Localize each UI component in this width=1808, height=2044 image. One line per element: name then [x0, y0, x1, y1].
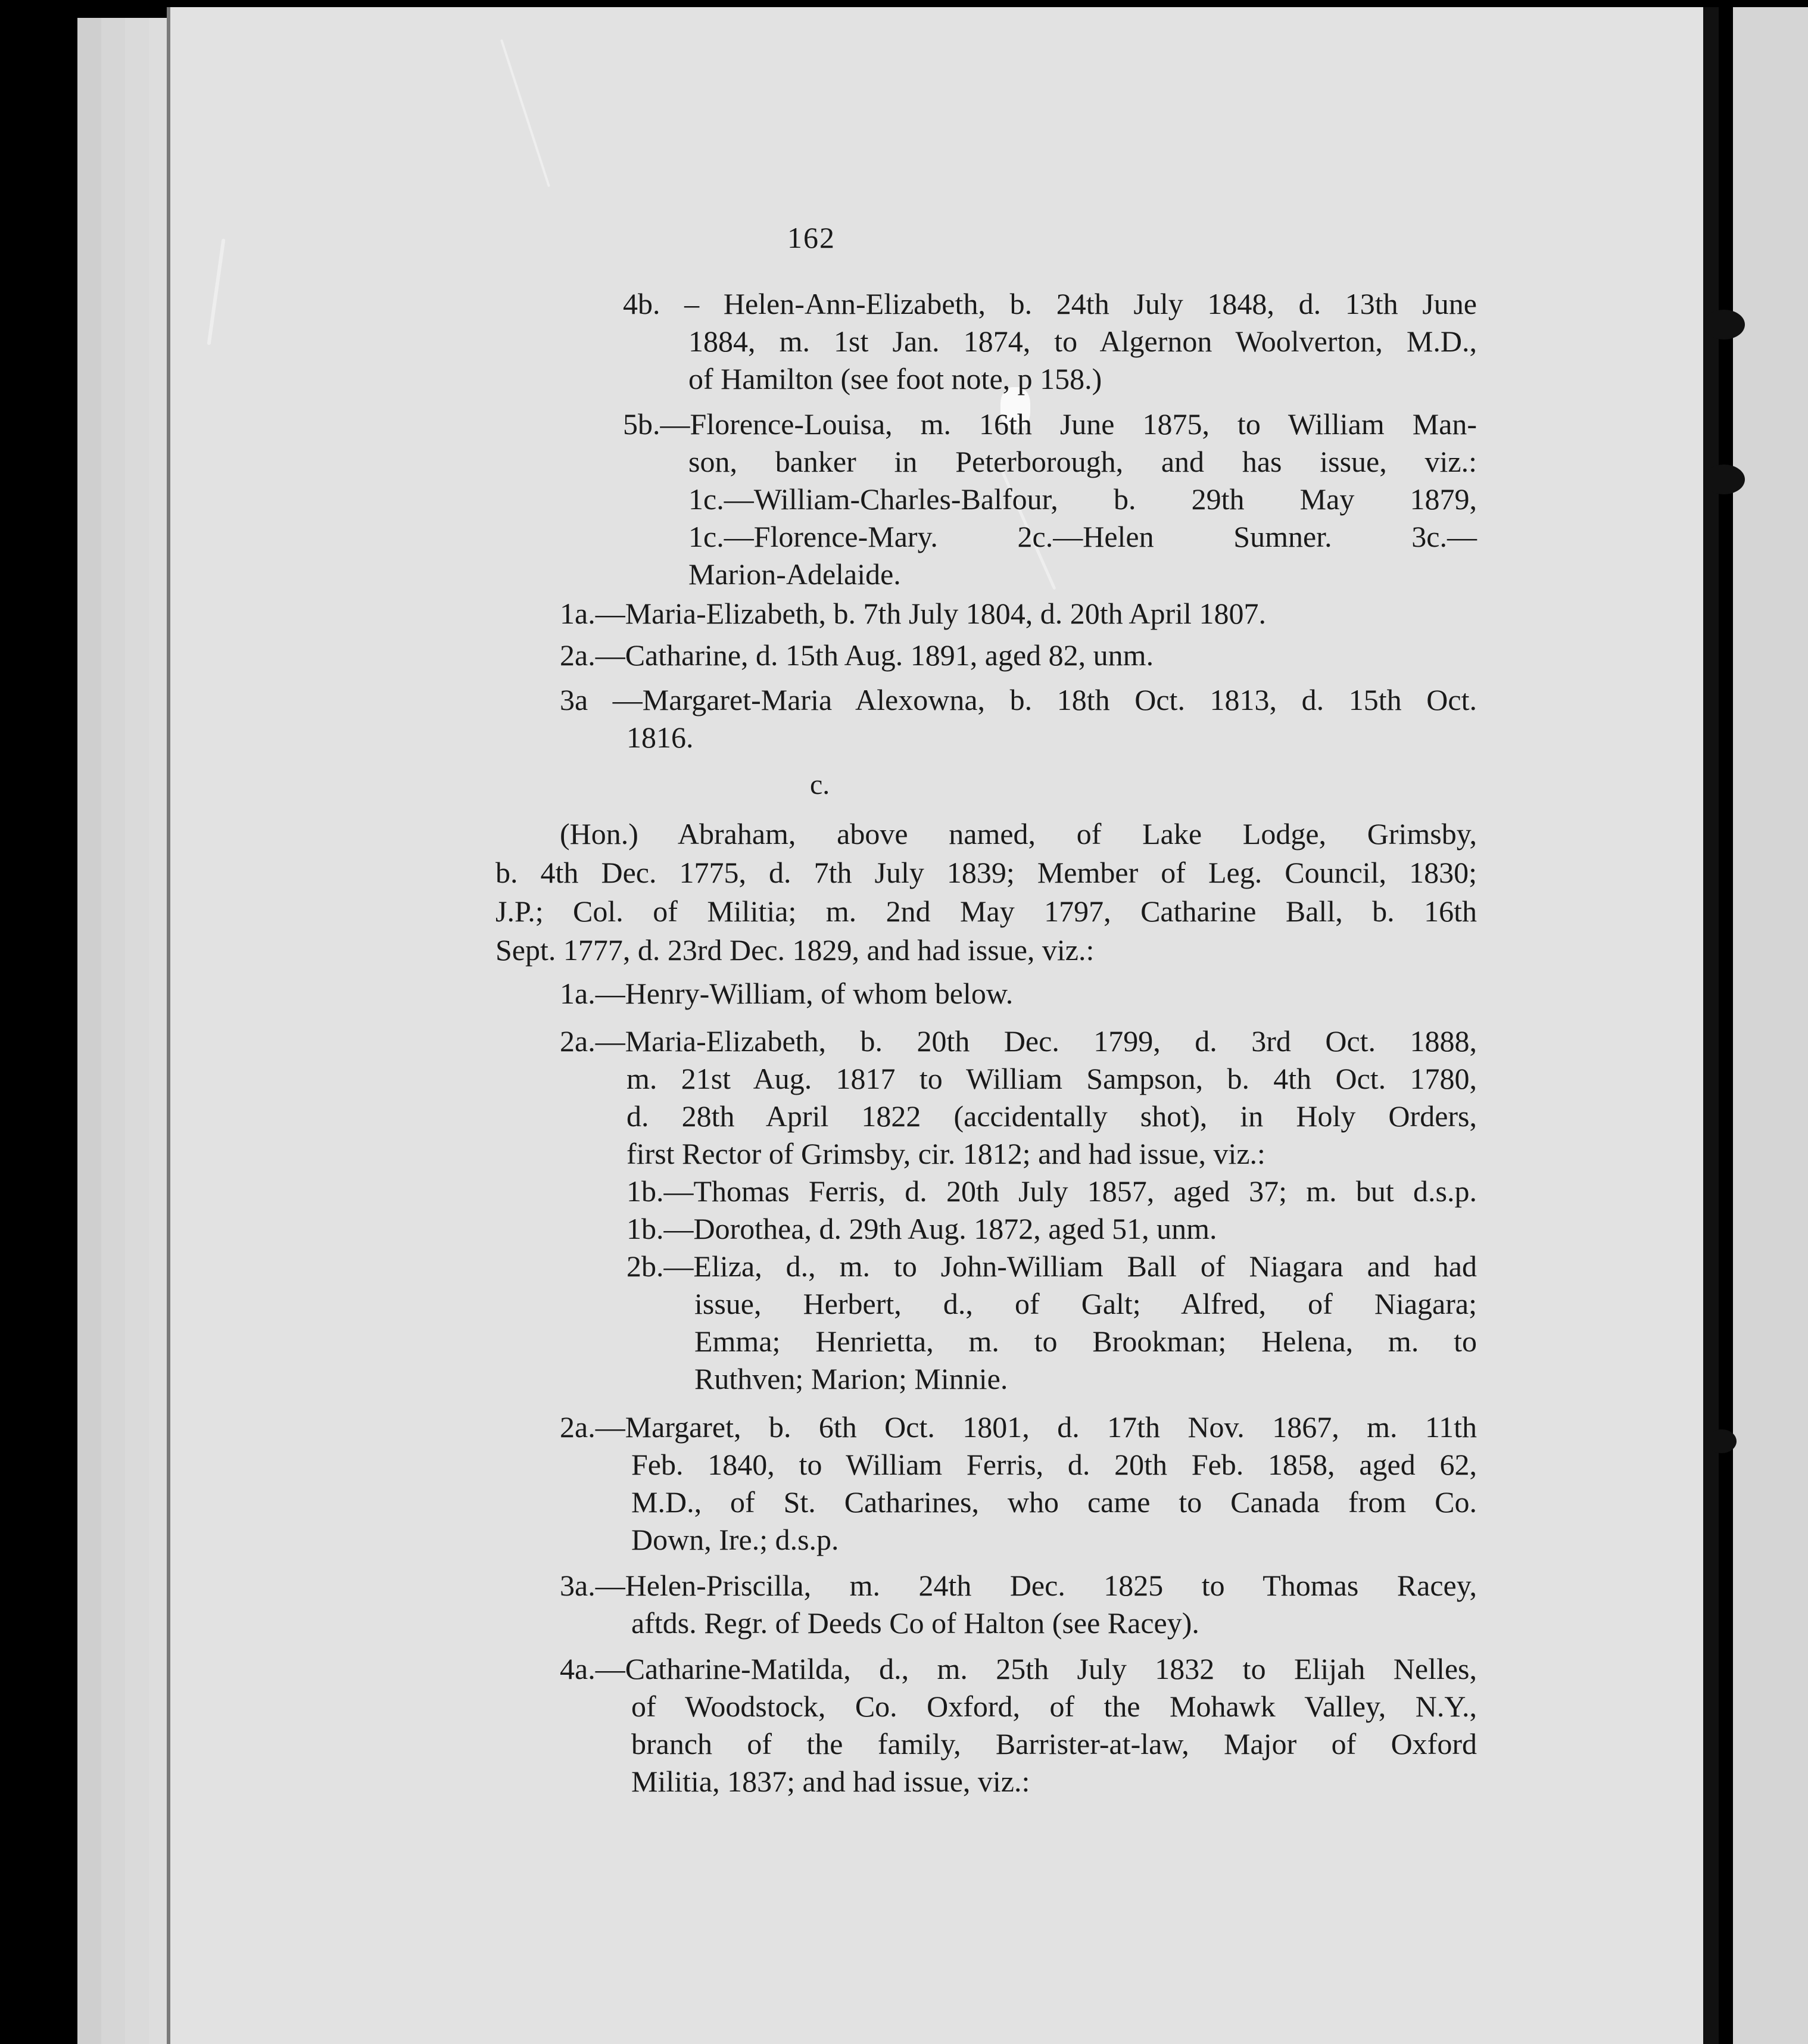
text-line: Feb. 1840, to William Ferris, d. 20th Feb. 1858, aged 62,: [631, 1448, 1477, 1481]
text-line: first Rector of Grimsby, cir. 1812; and had issue, viz.:: [626, 1137, 1265, 1170]
text-line: Sept. 1777, d. 23rd Dec. 1829, and had issue, viz.:: [495, 933, 1095, 967]
text-line: 1884, m. 1st Jan. 1874, to Algernon Woolverton, M.D.,: [688, 325, 1477, 358]
text-line: m. 21st Aug. 1817 to William Sampson, b. 4th Oct. 1780,: [626, 1062, 1477, 1095]
text-line: Down, Ire.; d.s.p.: [631, 1523, 839, 1556]
text-line: 1b.—Dorothea, d. 29th Aug. 1872, aged 51, unm.: [626, 1212, 1217, 1245]
text-line: Militia, 1837; and had issue, viz.:: [631, 1765, 1030, 1798]
text-line: (Hon.) Abraham, above named, of Lake Lodge, Grimsby,: [560, 817, 1477, 850]
text-line: Emma; Henrietta, m. to Brookman; Helena, m. to: [694, 1325, 1477, 1358]
text-line: J.P.; Col. of Militia; m. 2nd May 1797, Catharine Ball, b. 16th: [495, 895, 1477, 928]
text-line: issue, Herbert, d., of Galt; Alfred, of Niagara;: [694, 1287, 1477, 1320]
text-line: aftds. Regr. of Deeds Co of Halton (see Racey).: [631, 1606, 1199, 1640]
text-line: Marion-Adelaide.: [688, 557, 901, 591]
text-line: 1c.—Florence-Mary. 2c.—Helen Sumner. 3c.—: [688, 520, 1477, 553]
text-line: d. 28th April 1822 (accidentally shot), in Holy Orders,: [626, 1099, 1477, 1133]
text-line: of Woodstock, Co. Oxford, of the Mohawk Valley, N.Y.,: [631, 1690, 1477, 1723]
text-line: 5b.—Florence-Louisa, m. 16th June 1875, to William Man-: [623, 407, 1477, 441]
text-line: 4a.—Catharine-Matilda, d., m. 25th July 1832 to Elijah Nelles,: [560, 1652, 1477, 1685]
text-line: 2a.—Catharine, d. 15th Aug. 1891, aged 82, unm.: [560, 638, 1154, 672]
text-line: son, banker in Peterborough, and has issue, viz.:: [688, 445, 1477, 478]
text-line: of Hamilton (see foot note, p 158.): [688, 362, 1102, 395]
text-line: M.D., of St. Catharines, who came to Canada from Co.: [631, 1485, 1477, 1519]
page-number: 162: [787, 221, 836, 254]
text-line: branch of the family, Barrister-at-law, Major of Oxford: [631, 1727, 1477, 1761]
text-line: 2a.—Margaret, b. 6th Oct. 1801, d. 17th Nov. 1867, m. 11th: [560, 1410, 1477, 1444]
section-letter: c.: [810, 769, 830, 800]
text-line: 1a.—Maria-Elizabeth, b. 7th July 1804, d. 20th April 1807.: [560, 597, 1266, 630]
text-line: 2b.—Eliza, d., m. to John-William Ball of Niagara and had: [626, 1250, 1477, 1283]
text-line: 1b.—Thomas Ferris, d. 20th July 1857, aged 37; m. but d.s.p.: [626, 1174, 1477, 1208]
text-line: 1816.: [626, 721, 694, 754]
text-line: 1a.—Henry-William, of whom below.: [560, 977, 1014, 1010]
text-line: b. 4th Dec. 1775, d. 7th July 1839; Member of Leg. Council, 1830;: [495, 856, 1477, 889]
text-line: 3a.—Helen-Priscilla, m. 24th Dec. 1825 to Thomas Racey,: [560, 1569, 1477, 1602]
text-line: Ruthven; Marion; Minnie.: [694, 1362, 1008, 1395]
text-line: 1c.—William-Charles-Balfour, b. 29th May 1879,: [688, 482, 1477, 516]
text-line: 4b. – Helen-Ann-Elizabeth, b. 24th July 1848, d. 13th June: [623, 287, 1477, 320]
text-line: 3a —Margaret-Maria Alexowna, b. 18th Oct. 1813, d. 15th Oct.: [560, 683, 1477, 716]
text-line: 2a.—Maria-Elizabeth, b. 20th Dec. 1799, d. 3rd Oct. 1888,: [560, 1024, 1477, 1058]
